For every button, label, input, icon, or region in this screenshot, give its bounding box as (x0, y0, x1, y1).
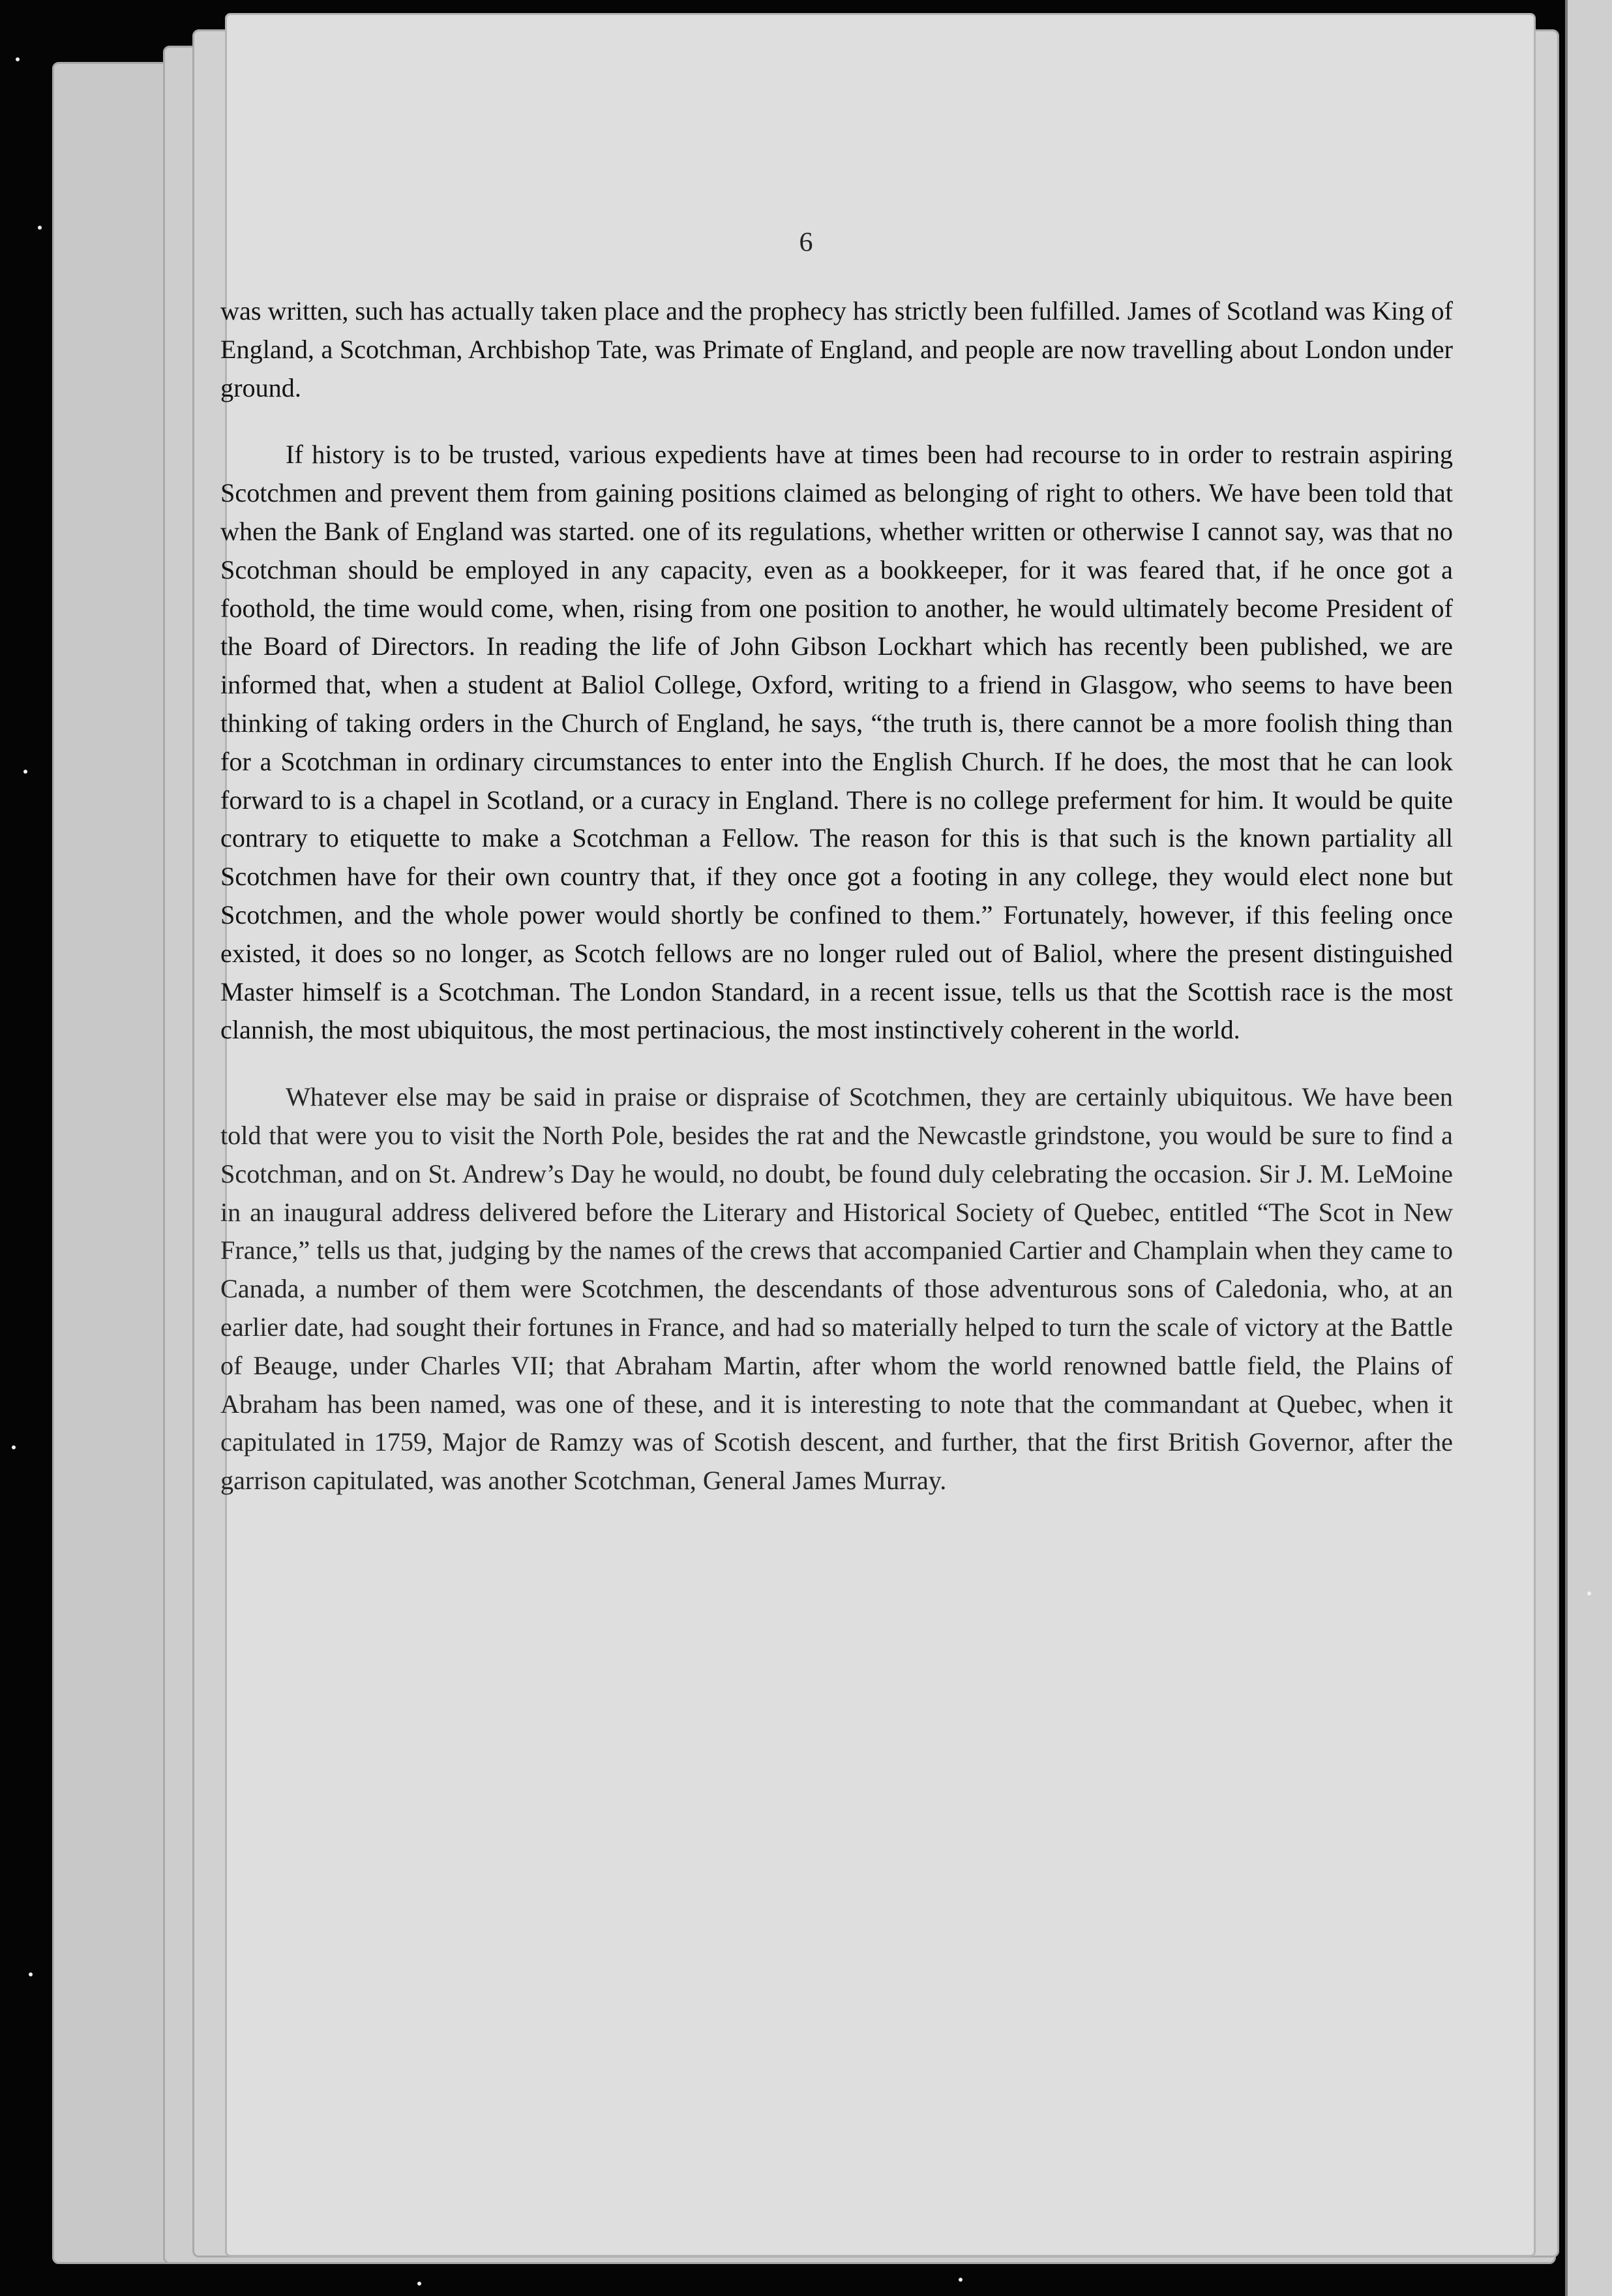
paragraph-1: was written, such has actually taken place and the prophecy has strictly been fulfilled. James of Scotland was King of England, a Scotchman, Archbishop Tate, was Primate of England, and people are now travelling about London under ground. (220, 296, 1453, 402)
dust-speck (12, 1445, 16, 1449)
adjacent-page-edge (1565, 0, 1612, 2296)
dust-speck (23, 770, 27, 774)
paragraph-3: Whatever else may be said in praise or dispraise of Scotchmen, they are certainly ubiquitous. We have been told that were you to visit the North Pole, besides the rat and the Newcastle grindstone, you would be sure to find a Scotchman, and on St. Andrew’s Day he would, no doubt, be found duly celebrating the occasion. Sir J. M. LeMoine in an inaugural address delivered before the Literary and Historical Society of Quebec, entitled “The Scot in New France,” tells us that, judging by the names of the crews that accompanied Cartier and Champlain when they came to Canada, a number of them were Scotchmen, the descendants of those adventurous sons of Caledonia, who, at an earlier date, had sought their fortunes in France, and had so materially helped to turn the scale of victory at the Battle of Beauge, under Charles VII; that Abraham Martin, after whom the world renowned battle field, the Plains of Abraham has been named, was one of these, and it is interesting to note that the commandant at Quebec, when it capitulated in 1759, Major de Ramzy was of Scotish descent, and further, that the first British Governor, after the garrison capitulated, was another Scotchman, General James Murray. (220, 1082, 1453, 1496)
paragraph-2: If history is to be trusted, various expedients have at times been had recourse to in order to restrain aspiring Scotchmen and prevent them from gaining positions claimed as belonging of right to others. We have been told that when the Bank of England was started. one of its regulations, whether written or otherwise I cannot say, was that no Scotchman should be employed in any capacity, even as a bookkeeper, for it was feared that, if he once got a foothold, the time would come, when, rising from one position to another, he would ultimately become President of the Board of Directors. In reading the life of John Gibson Lockhart which has recently been published, we are informed that, when a student at Baliol College, Oxford, writing to a friend in Glasgow, who seems to have been thinking of taking orders in the Church of England, he says, “the truth is, there cannot be a more foolish thing than for a Scotchman in ordinary circumstances to enter into the English Church. If he does, the most that he can look forward to is a chapel in Scotland, or a curacy in England. There is no college preferment for him. It would be quite contrary to etiquette to make a Scotchman a Fellow. The reason for this is that such is the known partiality all Scotchmen have for their own country that, if they once got a footing in any college, they would elect none but Scotchmen, and the whole power would shortly be confined to them.” Fortunately, however, if this feeling once existed, it does so no longer, as Scotch fellows are no longer ruled out of Baliol, where the present distinguished Master himself is a Scotchman. The London Standard, in a recent issue, tells us that the Scottish race is the most clannish, the most ubiquitous, the most pertinacious, the most instinctively coherent in the world. (220, 440, 1453, 1045)
dust-speck (417, 2282, 421, 2286)
body-text (220, 292, 1453, 1529)
dust-speck (16, 57, 20, 61)
dust-speck (38, 226, 42, 230)
dust-speck (29, 1972, 33, 1976)
dust-speck (959, 2278, 963, 2282)
page-number: 6 (799, 228, 813, 258)
dust-speck (1587, 1592, 1591, 1595)
